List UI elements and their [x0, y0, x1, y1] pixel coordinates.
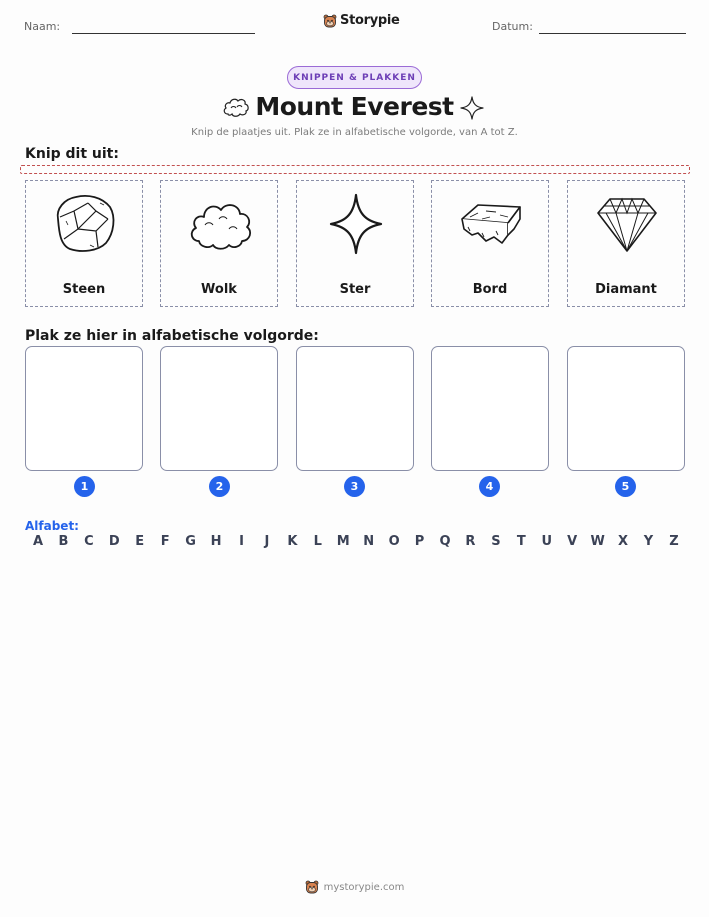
cut-line	[20, 165, 690, 174]
paste-box-3[interactable]	[296, 346, 414, 471]
alphabet-letter: I	[239, 534, 244, 549]
category-badge: KNIPPEN & PLAKKEN	[287, 66, 422, 89]
cut-card-diamant[interactable]	[567, 180, 685, 307]
alphabet-letter: G	[185, 534, 196, 549]
name-line	[72, 33, 255, 34]
cut-card-label: Bord	[472, 282, 508, 297]
cut-card-bord[interactable]	[431, 180, 549, 307]
alphabet-letter: P	[414, 534, 425, 549]
name-label: Naam:	[24, 20, 61, 33]
alphabet-letter: R	[465, 534, 476, 549]
alphabet-letter: Y	[643, 534, 654, 549]
alphabet-letter: K	[287, 534, 298, 549]
instructions: Knip de plaatjes uit. Plak ze in alfabetische volgorde, van A tot Z.	[191, 127, 518, 138]
alphabet-letter: N	[363, 534, 375, 549]
board-icon	[456, 189, 526, 259]
alphabet-letter: X	[618, 534, 629, 549]
paste-box-5[interactable]	[567, 346, 685, 471]
alphabet-letter: D	[108, 534, 120, 549]
paste-box-2[interactable]	[160, 346, 278, 471]
date-label: Datum:	[492, 20, 533, 33]
bear-logo-icon	[305, 880, 319, 894]
alphabet-letter: U	[541, 534, 553, 549]
alphabet-letter: M	[336, 534, 350, 549]
rock-icon	[50, 189, 120, 259]
alphabet-letter: J	[264, 534, 270, 549]
cut-card-label: Diamant	[595, 282, 657, 297]
number-badge-4: 4	[479, 476, 500, 497]
diamond-icon	[592, 189, 662, 259]
alphabet-letter: T	[516, 534, 526, 549]
alphabet-letter: E	[135, 534, 145, 549]
page-title: Mount Everest	[255, 92, 454, 121]
alphabet-letter: V	[567, 534, 578, 549]
paste-section-title: Plak ze hier in alfabetische volgorde:	[25, 328, 319, 344]
alphabet-letter: H	[210, 534, 222, 549]
alphabet-letter: Z	[669, 534, 679, 549]
cut-section-title: Knip dit uit:	[25, 146, 119, 162]
cut-card-wolk[interactable]	[160, 180, 278, 307]
cut-card-label: Wolk	[201, 282, 237, 297]
footer	[0, 880, 709, 894]
cut-card-label: Steen	[62, 282, 106, 297]
logo-text: Storypie	[340, 13, 400, 28]
alphabet-letter: W	[590, 534, 605, 549]
date-line	[539, 33, 686, 34]
cloud-icon	[185, 189, 255, 259]
alphabet-letter: Q	[439, 534, 451, 549]
number-badge-2: 2	[209, 476, 230, 497]
paste-box-4[interactable]	[431, 346, 549, 471]
cut-card-ster[interactable]	[296, 180, 414, 307]
cut-card-label: Ster	[339, 282, 371, 297]
alphabet-letter: L	[313, 534, 322, 549]
alphabet-letter: F	[160, 534, 170, 549]
footer-url[interactable]: mystorypie.com	[323, 881, 405, 893]
number-badge-1: 1	[74, 476, 95, 497]
number-badge-5: 5	[615, 476, 636, 497]
storypie-logo	[323, 13, 400, 28]
alphabet-letter: C	[84, 534, 94, 549]
star-icon	[321, 189, 391, 259]
alphabet-letter: A	[32, 534, 44, 549]
cut-card-steen[interactable]	[25, 180, 143, 307]
paste-box-1[interactable]	[25, 346, 143, 471]
alphabet-row	[30, 534, 682, 549]
alphabet-letter: S	[491, 534, 501, 549]
number-badge-3: 3	[344, 476, 365, 497]
alphabet-letter: B	[58, 534, 69, 549]
sparkle-decoration-icon	[460, 96, 484, 120]
bear-logo-icon	[323, 14, 337, 28]
alphabet-letter: O	[388, 534, 400, 549]
alphabet-title: Alfabet:	[25, 519, 79, 533]
